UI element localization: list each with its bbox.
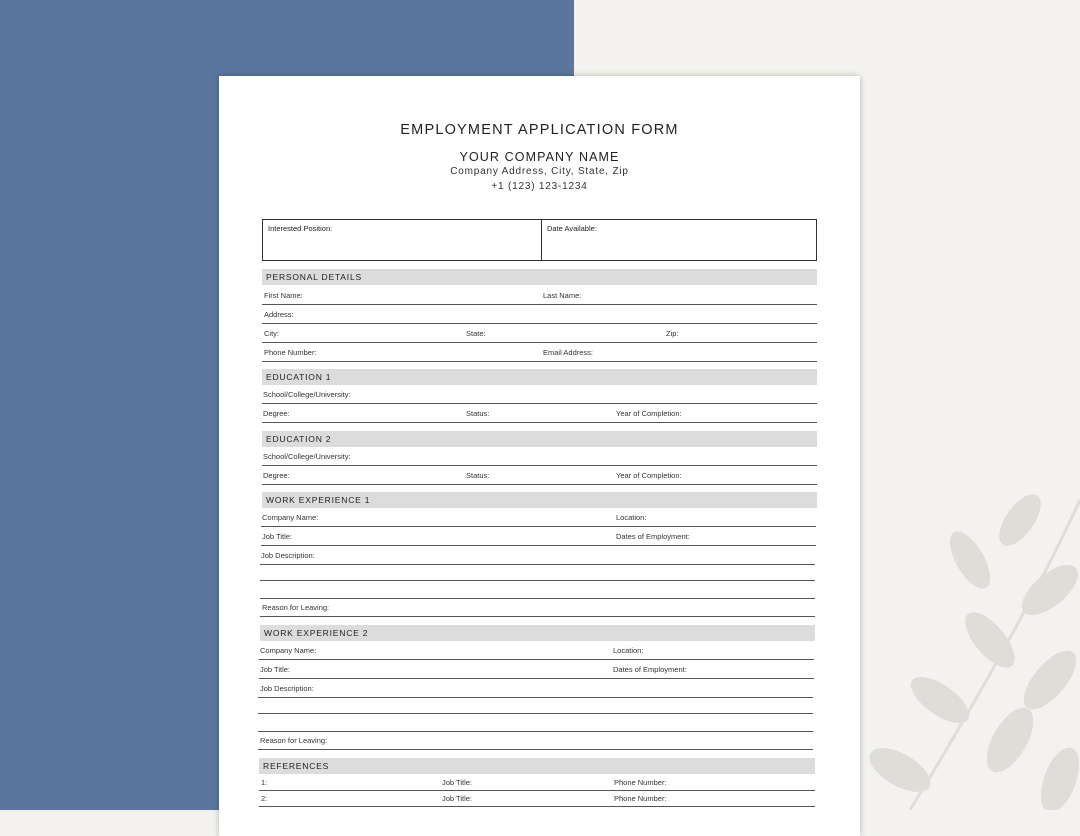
edu2-status-field[interactable]: Status: — [466, 471, 490, 480]
work2-reason-field[interactable]: Reason for Leaving: — [260, 736, 328, 745]
edu1-status-field[interactable]: Status: — [466, 409, 490, 418]
work2-dates-field[interactable]: Dates of Employment: — [613, 665, 687, 674]
edu2-school-field[interactable]: School/College/University: — [263, 452, 351, 461]
work1-dates-field[interactable]: Dates of Employment: — [616, 532, 690, 541]
row-city — [262, 324, 817, 343]
reference-row — [259, 791, 815, 807]
company-name: YOUR COMPANY NAME — [459, 150, 620, 164]
city-field[interactable]: City: — [264, 329, 279, 338]
phone-number-field[interactable]: Phone Number: — [264, 348, 317, 357]
row-work2-description-line3[interactable] — [258, 713, 813, 732]
interested-position-field[interactable]: Interested Position: — [263, 220, 542, 260]
work2-job-title-field[interactable]: Job Title: — [260, 665, 291, 674]
row-work1-company — [261, 508, 816, 527]
work2-company-field[interactable]: Company Name: — [260, 646, 317, 655]
work2-description-field[interactable]: Job Description: — [260, 684, 314, 693]
row-work1-jobtitle — [261, 527, 816, 546]
row-work2-description-line2[interactable] — [258, 695, 813, 714]
email-field[interactable]: Email Address: — [543, 348, 594, 357]
work2-location-field[interactable]: Location: — [613, 646, 644, 655]
reference-number[interactable]: 1: — [261, 778, 268, 787]
reference-job-title-field[interactable]: Job Title: — [442, 778, 473, 787]
state-field[interactable]: State: — [466, 329, 486, 338]
date-available-field[interactable]: Date Available: — [547, 224, 597, 233]
reference-number[interactable]: 2: — [261, 794, 268, 803]
row-edu2-degree — [262, 466, 817, 485]
company-phone: +1 (123) 123-1234 — [491, 181, 588, 192]
work1-reason-field[interactable]: Reason for Leaving: — [262, 603, 330, 612]
section-work-experience-1: WORK EXPERIENCE 1 — [262, 492, 817, 508]
row-edu1-degree — [262, 404, 817, 423]
edu1-year-field[interactable]: Year of Completion: — [616, 409, 682, 418]
row-address — [262, 305, 817, 324]
zip-field[interactable]: Zip: — [666, 329, 679, 338]
work1-company-field[interactable]: Company Name: — [262, 513, 319, 522]
row-work1-reason — [260, 598, 815, 617]
position-date-box — [262, 219, 817, 261]
edu1-degree-field[interactable]: Degree: — [263, 409, 290, 418]
reference-row — [259, 775, 815, 791]
section-personal-details: PERSONAL DETAILS — [262, 269, 817, 285]
reference-job-title-field[interactable]: Job Title: — [442, 794, 473, 803]
form-title: EMPLOYMENT APPLICATION FORM — [400, 122, 679, 138]
work1-job-title-field[interactable]: Job Title: — [262, 532, 293, 541]
section-work-experience-2: WORK EXPERIENCE 2 — [260, 625, 815, 641]
company-address: Company Address, City, State, Zip — [450, 166, 629, 177]
row-edu2-school — [262, 447, 817, 466]
reference-phone-field[interactable]: Phone Number: — [614, 794, 667, 803]
section-education-1: EDUCATION 1 — [262, 369, 817, 385]
form-paper — [219, 76, 860, 836]
section-education-2: EDUCATION 2 — [262, 431, 817, 447]
address-field[interactable]: Address: — [264, 310, 294, 319]
row-name — [262, 286, 817, 305]
row-work2-jobtitle — [259, 660, 814, 679]
row-edu1-school — [262, 385, 817, 404]
last-name-field[interactable]: Last Name: — [543, 291, 582, 300]
section-references: REFERENCES — [259, 758, 815, 774]
work1-description-field[interactable]: Job Description: — [261, 551, 315, 560]
edu2-year-field[interactable]: Year of Completion: — [616, 471, 682, 480]
edu1-school-field[interactable]: School/College/University: — [263, 390, 351, 399]
row-work1-description-line2[interactable] — [260, 562, 815, 581]
reference-phone-field[interactable]: Phone Number: — [614, 778, 667, 787]
row-work2-reason — [258, 731, 813, 750]
row-work2-company — [259, 641, 814, 660]
work1-location-field[interactable]: Location: — [616, 513, 647, 522]
edu2-degree-field[interactable]: Degree: — [263, 471, 290, 480]
leaf-shadow-decoration — [850, 480, 1080, 810]
row-phone — [262, 343, 817, 362]
first-name-field[interactable]: First Name: — [264, 291, 303, 300]
row-work1-description-line3[interactable] — [260, 580, 815, 599]
